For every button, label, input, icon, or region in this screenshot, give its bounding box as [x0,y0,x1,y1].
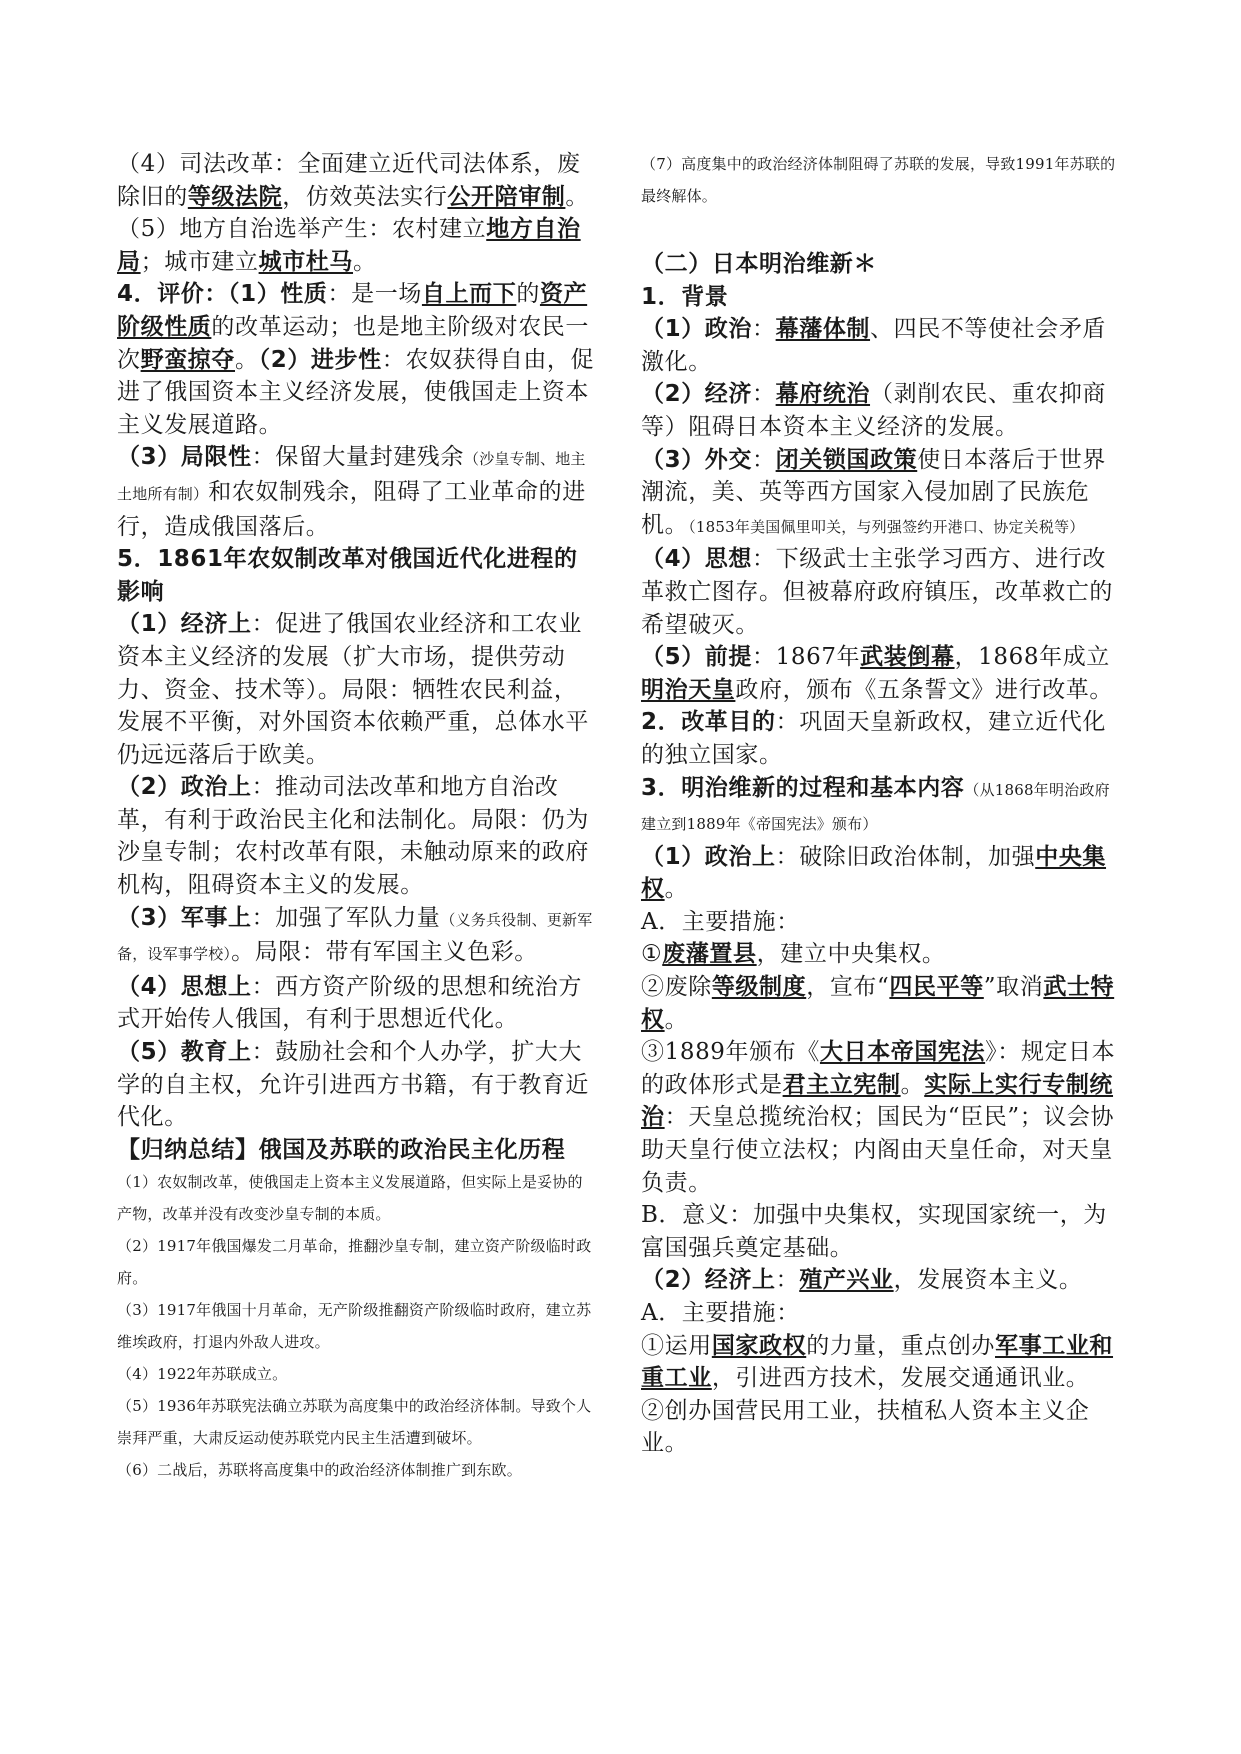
summary-note-2: （2）1917年俄国爆发二月革命，推翻沙皇专制，建立资产阶级临时政府。 [117,1237,592,1288]
small-note: （1853年美国佩里叩关，与列强签约开港口、协定关税等） [688,517,1085,536]
keyword-underlined: 自上而下 [421,281,517,308]
paragraph-bg-economy: （2）经济：幕府统治（剥削农民、重农抑商等）阻碍日本资本主义经济的发展。 [641,381,1107,440]
keyword-underlined: 地方自治局 [117,216,581,275]
paragraph-meiji-politics: （1）政治上：破除旧政治体制，加强中央集权。 [641,843,1107,903]
heading-process: 3．明治维新的过程和基本内容 [641,774,965,801]
keyword-underlined: 等级制度 [711,974,807,1001]
right-column [641,148,1119,1460]
paragraph-thought: （4）思想上：西方资产阶级的思想和统治方式开始传人俄国，有利于思想近代化。 [117,973,583,1033]
label-economy: （2）经济上 [641,1267,776,1294]
heading-meiji-restoration: （二）日本明治维新＊ [641,251,877,277]
label-politics: （1）政治 [641,316,753,343]
keyword-underlined: 四民平等 [889,974,984,1001]
paragraph-measures-a2: A．主要措施： [641,1300,800,1326]
label-politics: （2）政治上 [117,774,252,801]
paragraph-military: （3）军事上：加强了军队力量（义务兵役制、更新军备，设军事学校）。局限：带有军国主义色彩。 [117,904,593,966]
paragraph-judicial-reform: （4）司法改革：全面建立近代司法体系，废除旧的等级法院，仿效英法实行公开陪审制。 [117,151,590,210]
paragraph-bg-thought: （4）思想：下级武士主张学习西方、进行改革救亡图存。但被幕府政府镇压，改革救亡的希望破灭。 [641,546,1113,638]
paragraph-measures-a: A．主要措施： [641,908,800,935]
paragraph-reform-purpose: 2．改革目的：巩固天皇新政权，建立近代化的独立国家。 [641,709,1107,768]
keyword-underlined: 野蛮掠夺 [140,346,236,373]
label-premise: （5）前提 [641,644,753,671]
keyword-underlined: 军事工业和重工业 [641,1332,1114,1392]
paragraph-econ-measure-1: ①运用国家政权的力量，重点创办军事工业和重工业，引进西方技术，发展交通通讯业。 [641,1332,1114,1392]
label-thought: （4）思想上 [117,973,252,1000]
heading-evaluation: 4．评价：（1）性质 [117,281,328,308]
keyword-underlined: 幕藩体制 [775,316,871,343]
summary-note-5: （5）1936年苏联宪法确立苏联为高度集中的政治经济体制。导致个人崇拜严重，大肃反运动使苏联党内民主生活遭到破坏。 [117,1397,592,1448]
paragraph-measure-1: ①废藩置县，建立中央集权。 [641,941,946,968]
paragraph-meiji-economy: （2）经济上：殖产兴业，发展资本主义。 [641,1267,1083,1294]
paragraph-education: （5）教育上：鼓励社会和个人办学，扩大大学的自主权，允许引进西方书籍，有于教育近代化。 [117,1039,589,1131]
left-column [117,148,595,1486]
small-note: （沙皇专制、地主土地所有制） [117,450,586,503]
summary-note-6: （6）二战后，苏联将高度集中的政治经济体制推广到东欧。 [117,1461,522,1480]
summary-note-3: （3）1917年俄国十月革命，无产阶级推翻资产阶级临时政府，建立苏维埃政府，打退内外敌人进攻。 [117,1301,592,1352]
summary-note-4: （4）1922年苏联成立。 [117,1365,288,1384]
keyword-underlined: 殖产兴业 [799,1267,894,1294]
paragraph-bg-diplomacy: （3）外交：闭关锁国政策使日本落后于世界潮流，美、英等西方国家入侵加剧了民族危机。（1853年美国佩里叩关，与列强签约开港口、协定关税等） [641,446,1107,538]
keyword-underlined: 武士特权 [641,974,1115,1033]
keyword-underlined: 闭关锁国政策 [775,446,918,473]
keyword-underlined: 大日本帝国宪法 [819,1039,986,1066]
label-economy: （1）经济上 [117,611,252,638]
label-diplomacy: （3）外交 [641,446,753,473]
paragraph-local-autonomy: （5）地方自治选举产生：农村建立地方自治局；城市建立城市杜马。 [117,216,581,275]
summary-note-1: （1）农奴制改革，使俄国走上资本主义发展道路，但实际上是妥协的产物，改革并没有改变沙皇专制的本质。 [117,1173,583,1224]
keyword-underlined: 君主立宪制 [782,1071,901,1098]
label-military: （3）军事上 [117,904,252,931]
keyword-underlined: 等级法院 [187,183,283,210]
keyword-underlined: 实际上实行专制统治 [641,1071,1114,1131]
label-progress: （2）进步性 [258,346,382,373]
paragraph-measure-3: ③1889年颁布《大日本帝国宪法》：规定日本的政体形式是君主立宪制。实际上实行专制统治：天皇总揽统治权；国民为“臣民”；议会协助天皇行使立法权；内阁由天皇任命，对天皇负责。 [641,1039,1116,1196]
paragraph-evaluation: 4．评价：（1）性质：是一场自上而下的资产阶级性质的改革运动；也是地主阶级对农民一次野蛮掠夺。（2）进步性：农奴获得自由，促进了俄国资本主义经济发展，使俄国走上资本主义发展道路。 [117,281,595,438]
small-note: （义务兵役制、更新军备，设军事学校） [117,910,593,964]
keyword-underlined: 城市杜马 [258,248,354,275]
paragraph-measure-2: ②废除等级制度，宣布“四民平等”取消武士特权。 [641,974,1115,1033]
paragraph-process [641,772,1119,841]
paragraph-significance: B．意义：加强中央集权，实现国家统一，为富国强兵奠定基础。 [641,1202,1107,1261]
keyword-underlined: 幕府统治 [775,381,871,408]
paragraph-economy: （1）经济上：促进了俄国农业经济和工农业资本主义经济的发展（扩大市场，提供劳动力、资金、技术等）。局限：牺牲农民利益，发展不平衡，对外国资本依赖严重，总体水平仍远远落后于欧美。 [117,611,589,768]
label-limitations: （3）局限性 [117,444,252,471]
heading-background: 1．背景 [641,283,729,310]
keyword-underlined: 公开陪审制 [447,183,566,210]
keyword-underlined: 资产阶级性质 [117,281,588,340]
paragraph-politics: （2）政治上：推动司法改革和地方自治改革，有利于政治民主化和法制化。局限：仍为沙皇专制；农村改革有限，未触动原来的政府机构，阻碍资本主义的发展。 [117,774,589,899]
label-education: （5）教育上 [117,1039,252,1066]
paragraph-econ-measure-2: ②创办国营民用工业，扶植私人资本主义企业。 [641,1397,1090,1457]
label-politics: （1）政治上 [641,843,776,870]
heading-reform-purpose: 2．改革目的 [641,709,776,736]
summary-note-7: （7）高度集中的政治经济体制阻碍了苏联的发展，导致1991年苏联的最终解体。 [641,155,1116,205]
small-note: （从1868年明治政府建立到1889年《帝国宪法》颁布） [641,780,1110,834]
heading-1861-influence: 5．1861年农奴制改革对俄国近代化进程的影响 [117,546,578,605]
label-economy: （2）经济 [641,381,753,408]
keyword-underlined: 明治天皇 [641,676,736,703]
keyword-underlined: 废藩置县 [662,941,757,968]
keyword-underlined: 国家政权 [711,1332,807,1359]
paragraph-bg-premise: （5）前提：1867年武装倒幕，1868年成立明治天皇政府，颁布《五条誓文》进行改革。 [641,644,1114,703]
keyword-underlined: 中央集权 [641,843,1107,903]
paragraph-bg-politics: （1）政治：幕藩体制、四民不等使社会矛盾激化。 [641,316,1107,375]
keyword-underlined: 武装倒幕 [860,644,955,671]
heading-summary: 【归纳总结】俄国及苏联的政治民主化历程 [117,1136,566,1163]
paragraph-limitations: （3）局限性：保留大量封建残余（沙皇专制、地主土地所有制）和农奴制残余，阻碍了工业革命的进行，造成俄国落后。 [117,444,586,540]
label-thought: （4）思想 [641,546,753,573]
